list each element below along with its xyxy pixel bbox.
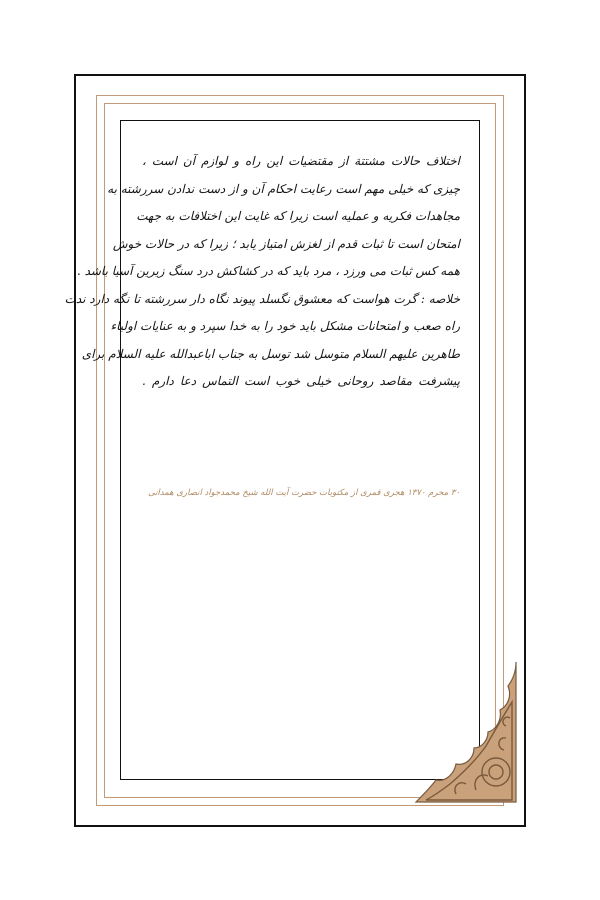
text-line: راه صعب و امتحانات مشکل باید خود را به خدا سپرد و به عنایات اولیاء: [110, 319, 460, 333]
text-line: اختلاف حالات مشتتة از مقتضیات این راه و لوازم آن است ،: [142, 154, 460, 168]
text-line: چیزی که خیلی مهم است رعایت احکام آن و از دست ندادن سررشته به: [107, 181, 460, 196]
letter-text: [64, 148, 460, 396]
signature-line: ۳۰ محرم ۱۳۷۰ هجری قمری از مکتوبات حضرت آیت الله شیخ محمدجواد انصاری همدانی: [147, 488, 460, 498]
text-line: طاهرین علیهم السلام متوسل شد توسل به جناب اباعبدالله علیه السلام برای: [81, 346, 460, 361]
text-line: مجاهدات فکریه و عملیه است زیرا که غایت این اختلافات به جهت: [136, 209, 460, 223]
text-line: پیشرفت مقاصد روحانی خیلی خوب است التماس دعا دارم .: [142, 374, 460, 388]
text-line: همه کس ثبات می ورزد ، مرد باید که در کشاکش درد سنگ زیرین آسیا باشد .: [76, 264, 460, 278]
corner-ornament-icon: [416, 662, 516, 802]
text-line: خلاصه : گرت هواست که معشوق نگسلد پیوند نگاه دار سررشته تا نگه دارد ندت: [64, 291, 460, 306]
text-line: امتحان است تا ثبات قدم از لغزش امتیاز یابد ؛ زیرا که در حالات خوش: [112, 236, 460, 251]
